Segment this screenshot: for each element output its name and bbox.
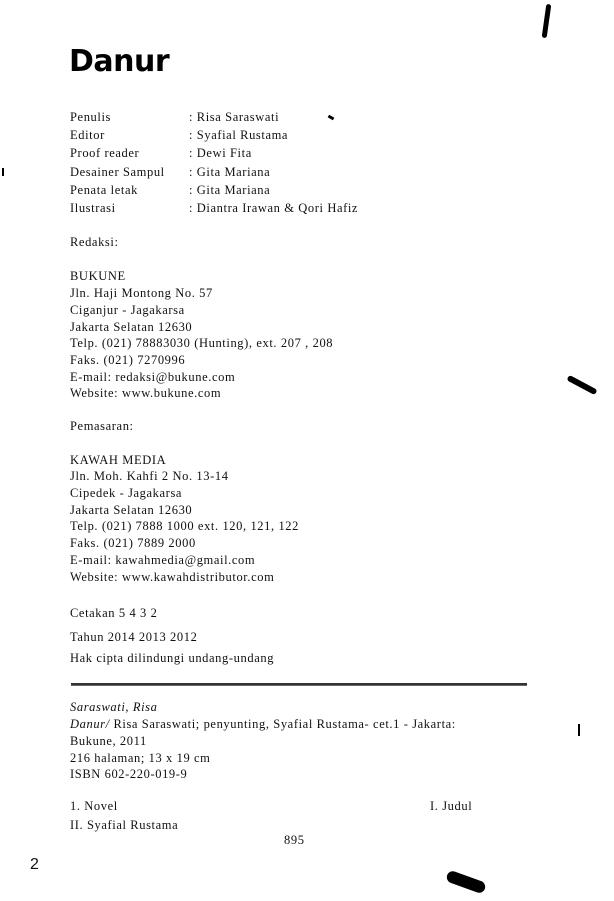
catalog-author: Saraswati, Risa (70, 700, 158, 714)
credit-value: : Gita Mariana (189, 165, 271, 179)
subject-judul: I. Judul (430, 799, 473, 813)
scan-smudge (578, 724, 580, 736)
isbn-line: ISBN 602-220-019-9 (70, 767, 188, 781)
credit-value: : Risa Saraswati (189, 110, 280, 124)
catalog-title: Danur/ (70, 717, 110, 731)
copyright-line: Hak cipta dilindungi undang-undang (70, 651, 275, 665)
divider (71, 683, 527, 686)
credit-label: Editor (70, 128, 105, 142)
scan-smudge (2, 168, 4, 176)
website-line: Website: www.bukune.com (70, 386, 222, 400)
scan-smudge (328, 115, 335, 121)
catalog-title-line (70, 717, 456, 732)
pemasaran-heading: Pemasaran: (70, 419, 134, 433)
distributor-name: KAWAH MEDIA (70, 453, 167, 467)
address-line: Jakarta Selatan 12630 (70, 320, 193, 334)
phone-line: Telp. (021) 7888 1000 ext. 120, 121, 122 (70, 519, 300, 533)
scan-smudge (445, 870, 487, 895)
classification-code: 895 (284, 833, 305, 847)
credit-label: Penata letak (70, 183, 138, 197)
credit-label: Proof reader (70, 146, 140, 160)
fax-line: Faks. (021) 7889 2000 (70, 536, 196, 550)
credit-value: : Gita Mariana (189, 183, 271, 197)
website-line: Website: www.kawahdistributor.com (70, 570, 275, 584)
address-line: Cipedek - Jagakarsa (70, 486, 183, 500)
email-line: E-mail: kawahmedia@gmail.com (70, 553, 256, 567)
address-line: Ciganjur - Jagakarsa (70, 303, 185, 317)
credit-label: Ilustrasi (70, 201, 116, 215)
subject-editor: II. Syafial Rustama (70, 818, 179, 832)
catalog-line: 216 halaman; 13 x 19 cm (70, 751, 211, 765)
address-line: Jln. Haji Montong No. 57 (70, 286, 213, 300)
email-line: E-mail: redaksi@bukune.com (70, 370, 236, 384)
tahun-line: Tahun 2014 2013 2012 (70, 630, 198, 644)
fax-line: Faks. (021) 7270996 (70, 353, 186, 367)
scan-smudge (542, 4, 552, 38)
page-number: 2 (30, 856, 39, 873)
address-line: Jakarta Selatan 12630 (70, 503, 193, 517)
phone-line: Telp. (021) 78883030 (Hunting), ext. 207 , 208 (70, 336, 334, 350)
redaksi-heading: Redaksi: (70, 235, 119, 249)
catalog-title-rest: Risa Saraswati; penyunting, Syafial Rustama- cet.1 - Jakarta: (109, 717, 456, 731)
cetakan-line: Cetakan 5 4 3 2 (70, 606, 158, 620)
credit-value: : Syafial Rustama (189, 128, 289, 142)
credit-value: : Dewi Fita (189, 146, 252, 160)
credit-label: Penulis (70, 110, 112, 124)
book-title: Danur (69, 44, 170, 79)
credit-value: : Diantra Irawan & Qori Hafiz (189, 201, 359, 215)
address-line: Jln. Moh. Kahfi 2 No. 13-14 (70, 469, 229, 483)
scan-smudge (566, 375, 597, 395)
catalog-line: Bukune, 2011 (70, 734, 147, 748)
publisher-name: BUKUNE (70, 269, 126, 283)
subject-novel: 1. Novel (70, 799, 118, 813)
credit-label: Desainer Sampul (70, 165, 165, 179)
